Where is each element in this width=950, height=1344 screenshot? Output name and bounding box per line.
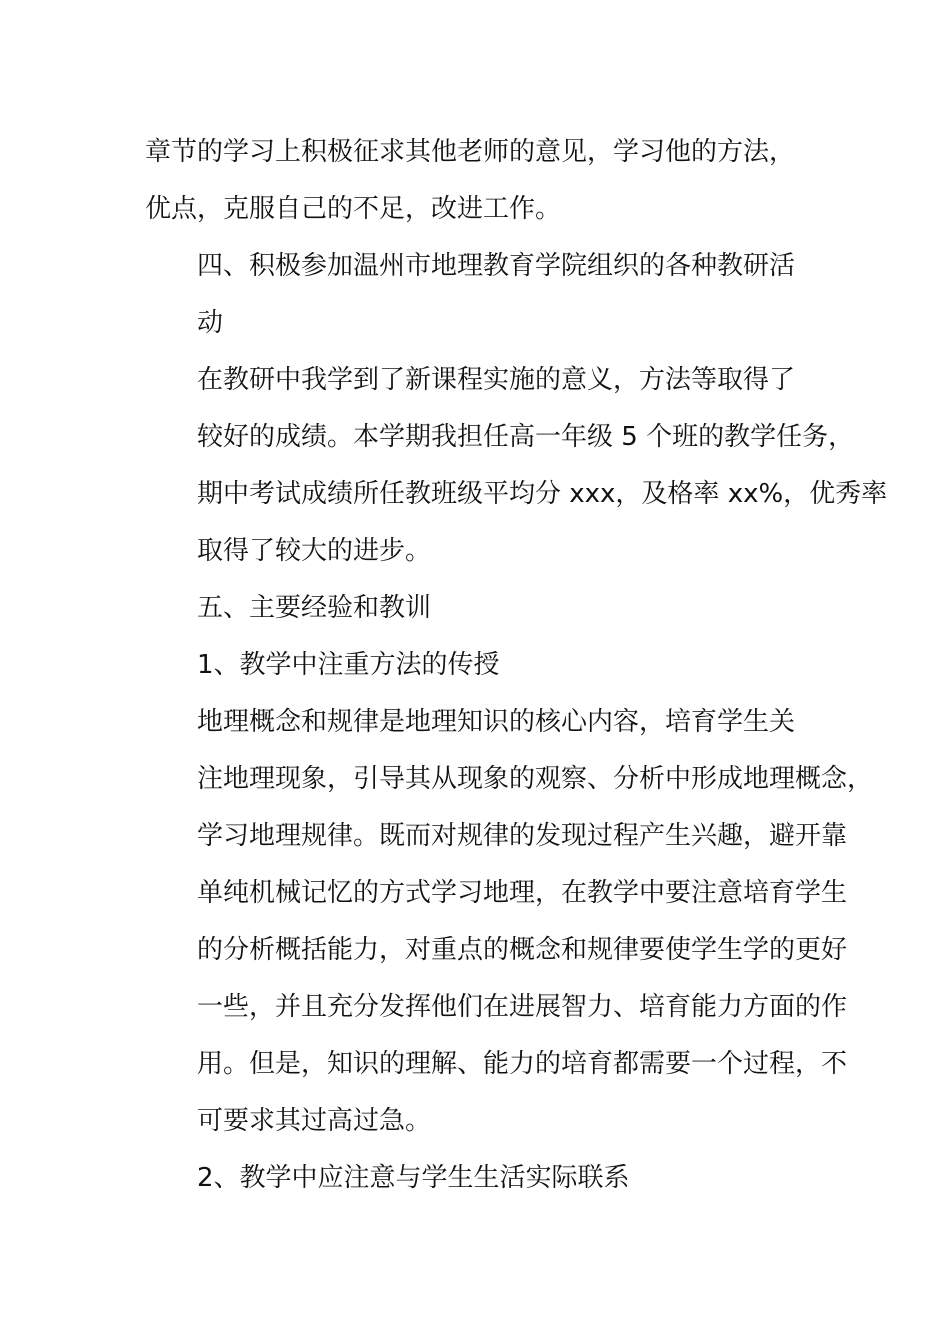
text-line: 优点，克服自己的不足，改进工作。: [145, 194, 562, 224]
text-line: 四、积极参加温州市地理教育学院组织的各种教研活: [197, 251, 796, 281]
text-line: 期中考试成绩所任教班级平均分 xxx，及格率 xx%，优秀率: [197, 479, 888, 509]
paragraph: [145, 580, 810, 637]
text-line: 五、主要经验和教训: [197, 593, 432, 623]
document-body: [145, 124, 888, 1207]
paragraph: [145, 637, 810, 694]
paragraph: [145, 1150, 810, 1207]
text-line: 1、教学中注重方法的传授: [197, 650, 500, 680]
text-line: 可要求其过高过急。: [197, 1106, 432, 1136]
text-line: 在教研中我学到了新课程实施的意义，方法等取得了: [197, 365, 796, 395]
paragraph: [145, 238, 810, 352]
text-line: 单纯机械记忆的方式学习地理，在教学中要注意培育学生: [197, 878, 848, 908]
text-line: 较好的成绩。本学期我担任高一年级 5 个班的教学任务，: [197, 422, 855, 452]
text-line: 的分析概括能力，对重点的概念和规律要使学生学的更好: [197, 935, 848, 965]
paragraph: [145, 694, 874, 1150]
text-line: 用。但是，知识的理解、能力的培育都需要一个过程，不: [197, 1049, 848, 1079]
text-line: 2、教学中应注意与学生生活实际联系: [197, 1163, 630, 1193]
text-line: 章节的学习上积极征求其他老师的意见，学习他的方法，: [145, 137, 796, 167]
paragraph: [145, 124, 810, 238]
text-line: 学习地理规律。既而对规律的发现过程产生兴趣，避开靠: [197, 821, 848, 851]
text-line: 动: [197, 308, 224, 338]
paragraph: [145, 352, 888, 580]
text-line: 注地理现象，引导其从现象的观察、分析中形成地理概念，: [197, 764, 874, 794]
text-line: 地理概念和规律是地理知识的核心内容，培育学生关: [197, 707, 796, 737]
text-line: 一些，并且充分发挥他们在进展智力、培育能力方面的作: [197, 992, 848, 1022]
text-line: 取得了较大的进步。: [197, 536, 432, 566]
